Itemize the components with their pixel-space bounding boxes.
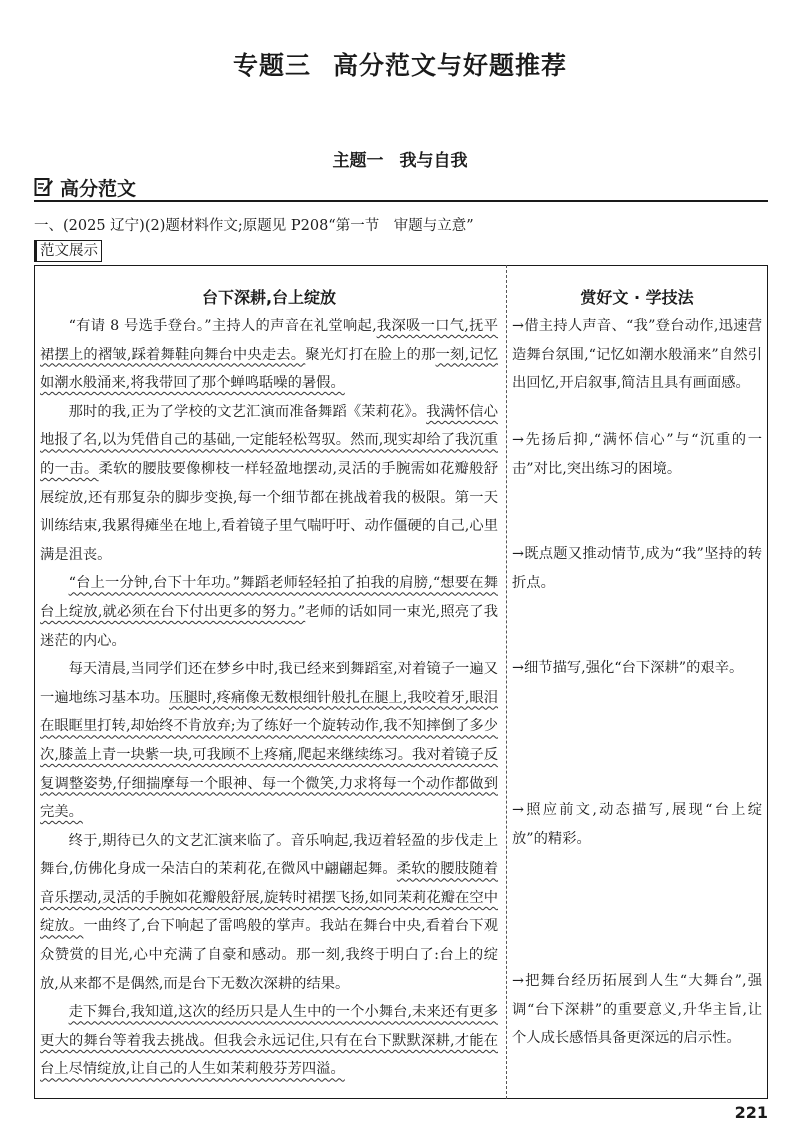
essay-paragraph [40,655,498,827]
underlined-sentence: 我深吸一口气,抚平裙摆上的褶皱,踩着舞鞋向舞台中央走去。 [40,318,498,363]
underlined-sentence: 我满怀信心地报了名,以为凭借自己的基础,一定能轻松驾驭。然而,现实却给了我沉重的一击。 [40,403,498,477]
comment-column [512,284,762,1047]
section-heading [34,172,768,202]
essay-paragraph [40,312,498,398]
column-divider [506,265,507,1099]
topic-name: 我与自我 [399,151,468,171]
question-intro: 一、(2025 辽宁)(2)题材料作文;原题见 P208“第一节 审题与立意” [34,218,474,234]
sentence: 柔软的腰肢要像柳枝一样轻盈地摆动,灵活的手腕需如花瓣般舒展绽放,还有那复杂的脚步变换,每一个细节都在挑战着我的极限。第一天训练结束,我累得瘫坐在地上,看着镜子里气喘吁吁、动作僵硬的自己,心里满是沮丧。 [40,460,499,563]
underlined-sentence: 柔软的腰肢随着音乐摆动,灵活的手腕如花瓣般舒展,旋转时裙摆飞扬,如同茉莉花瓣在空中绽放。 [40,861,499,935]
sentence: 老师的话如同一束光,照亮了我迷茫的内心。 [40,603,499,649]
comment-title: 赏好文 · 学技法 [580,288,694,307]
underlined-sentence: 走下舞台,我知道,这次的经历只是人生中的一个小舞台,未来还有更多更大的舞台等着我去挑战。但我会永远记住,只有在台下默默深耕,才能在台上尽情绽放,让自己的人生如茉莉般芬芳四溢。 [40,1004,498,1078]
comment-6: →把舞台经历拓展到人生“大舞台”,强调“台下深耕”的重要意义,升华主旨,让个人成长感悟具备更深远的启示性。 [512,973,762,1047]
underlined-sentence: “台上一分钟,台下十年功。”舞蹈老师轻轻拍了拍我的肩膀,“想要在舞台上绽放,就必须在台下付出更多的努力。” [40,575,498,620]
comment-5: →照应前文,动态描写,展现“台上绽放”的精彩。 [512,802,762,847]
comment-3: →既点题又推动情节,成为“我”坚持的转折点。 [512,546,762,591]
sentence: 一曲终了,台下响起了雷鸣般的掌声。我站在舞台中央,看着台下观众赞赏的目光,心中充满了自豪和感动。那一刻,我终于明白了:台上的绽放,从来都不是偶然,而是台下无数次深耕的结果。 [40,918,499,992]
comment-4: →细节描写,强化“台下深耕”的艰辛。 [512,660,744,676]
sample-tag: 范文展示 [34,240,102,262]
comment-2: →先扬后抑,“满怀信心”与“沉重的一击”对比,突出练习的困境。 [512,432,762,477]
essay-paragraph [40,998,498,1084]
section-title: 高分范文 [60,178,137,200]
essay-column [40,284,498,1084]
essay-body [40,312,498,1084]
essay-paragraph [40,398,498,570]
sentence: “有请 8 号选手登台。”主持人的声音在礼堂响起, [68,318,377,334]
title-main: 高分范文与好题推荐 [333,51,568,80]
underlined-sentence: 我对着镜子反复调整姿势,仔细揣摩每一个眼神、每一个微笑,力求将每一个动作都做到完美。 [40,746,499,821]
pencil-notebook-icon [34,177,54,197]
sentence: 每天清晨,当同学们还在梦乡中时,我已经来到舞蹈室,对着镜子一遍又一遍地练习基本功。 [40,661,498,706]
underlined-sentence: 一刻,记忆如潮水般涌来,将我带回了那个蝉鸣聒噪的暑假。 [40,346,499,392]
sentence: 终于,期待已久的文艺汇演来临了。音乐响起,我迈着轻盈的步伐走上舞台,仿佛化身成一朵洁白的茉莉花,在微风中翩翩起舞。 [40,832,498,878]
topic-title [0,146,800,171]
sentence: 聚光灯打在脸上的那 [305,346,436,363]
page-title [0,46,800,82]
sentence: 那时的我,正为了学校的文艺汇演而准备舞蹈《茉莉花》。 [68,403,427,420]
topic-prefix: 主题一 [332,151,384,171]
title-prefix: 专题三 [232,51,311,80]
essay-paragraph [40,827,498,999]
underlined-sentence: 压腿时,疼痛像无数根细针般扎在腿上,我咬着牙,眼泪在眼眶里打转,却始终不肯放弃;为了练好一个旋转动作,我不知摔倒了多少次,膝盖上青一块紫一块,可我顾不上疼痛,爬起来继续练习。 [40,689,499,763]
essay-title: 台下深耕,台上绽放 [201,288,337,307]
page-number: 221 [734,1103,768,1122]
comment-1: →借主持人声音、“我”登台动作,迅速营造舞台氛围,“记忆如潮水般涌来”自然引出回忆,开启叙事,简洁且具有画面感。 [512,318,762,392]
essay-paragraph [40,569,498,655]
